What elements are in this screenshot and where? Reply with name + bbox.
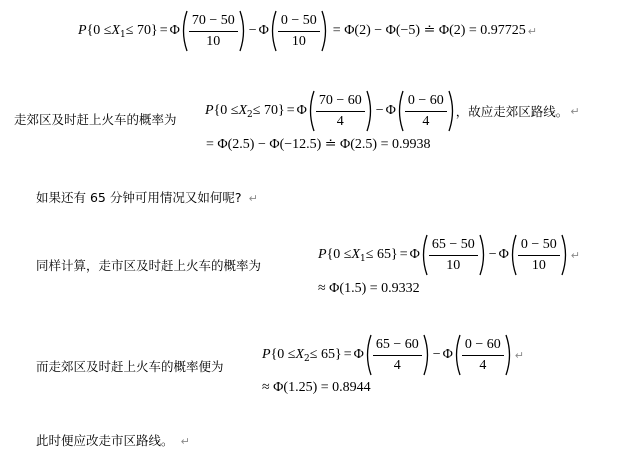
phi-symbol: Φ <box>353 347 364 362</box>
left-paren <box>307 90 315 132</box>
left-paren <box>269 10 277 52</box>
fraction-denominator: 4 <box>479 357 487 373</box>
condition-right: ≤ 65 <box>309 347 335 362</box>
fraction-numerator: 0 − 50 <box>280 12 317 28</box>
right-paren <box>479 234 487 276</box>
left-brace: { <box>270 347 278 362</box>
equation-4-lead-text: 而走郊区及时赶上火车的概率便为 <box>36 359 224 374</box>
right-paren <box>505 334 513 376</box>
right-paren <box>239 10 247 52</box>
fraction-numerator: 65 − 50 <box>431 236 475 252</box>
left-brace: { <box>86 23 94 38</box>
equation-2-result: = Φ(2.5) − Φ(−12.5) ≐ Φ(2.5) = 0.9938 <box>206 137 431 152</box>
equation-2 <box>205 90 580 132</box>
left-paren <box>364 334 372 376</box>
fraction-denominator: 4 <box>422 113 430 129</box>
paragraph-mark: ↵ <box>248 192 258 205</box>
equals-sign: = <box>159 23 168 38</box>
condition-left: 0 ≤ <box>333 247 352 262</box>
fraction-2 <box>462 337 504 374</box>
variable-subscript: 2 <box>247 110 253 120</box>
probability-symbol: P <box>78 23 87 38</box>
minus-sign: − <box>375 103 384 118</box>
equation-4 <box>262 334 524 376</box>
fraction-numerator: 70 − 60 <box>318 92 362 108</box>
paragraph-mark: ↵ <box>514 348 525 362</box>
phi-symbol: Φ <box>409 247 420 262</box>
left-brace: { <box>213 103 221 118</box>
variable-x: X <box>351 247 361 262</box>
condition-left: 0 ≤ <box>93 23 112 38</box>
fraction-2 <box>518 237 560 274</box>
fraction-denominator: 4 <box>336 113 344 129</box>
phi-symbol: Φ <box>442 347 453 362</box>
fraction-denominator: 10 <box>206 33 221 49</box>
right-paren <box>561 234 569 276</box>
question-text: 如果还有 65 分钟可用情况又如何呢? <box>36 190 242 205</box>
right-brace: } <box>334 347 342 362</box>
variable-subscript: 1 <box>120 30 126 40</box>
condition-right: ≤ 65 <box>365 247 391 262</box>
fraction-denominator: 10 <box>291 33 306 49</box>
variable-x: X <box>295 347 305 362</box>
fraction-1 <box>316 93 365 130</box>
left-paren <box>453 334 461 376</box>
equals-sign: = <box>343 347 352 362</box>
minus-sign: − <box>432 347 441 362</box>
condition-right: ≤ 70 <box>252 103 278 118</box>
equation-result: = Φ(2) − Φ(−5) ≐ Φ(2) = 0.97725 <box>332 23 526 38</box>
right-brace: } <box>150 23 158 38</box>
fraction-2 <box>405 93 447 130</box>
fraction-denominator: 10 <box>446 257 461 273</box>
right-paren <box>423 334 431 376</box>
variable-x: X <box>238 103 248 118</box>
fraction-numerator: 0 − 60 <box>464 336 501 352</box>
paragraph-mark: ↵ <box>570 248 581 262</box>
variable-subscript: 1 <box>360 254 366 264</box>
fraction-numerator: 0 − 50 <box>520 236 557 252</box>
equation-3-lead-text: 同样计算，走市区及时赶上火车的概率为 <box>36 258 262 273</box>
phi-symbol: Φ <box>385 103 396 118</box>
equals-sign: = <box>399 247 408 262</box>
fraction-denominator: 4 <box>393 357 401 373</box>
variable-subscript: 2 <box>304 354 310 364</box>
minus-sign: − <box>488 247 497 262</box>
probability-symbol: P <box>318 247 327 262</box>
phi-symbol: Φ <box>296 103 307 118</box>
paragraph-mark: ↵ <box>527 24 538 38</box>
equation-4-result: ≈ Φ(1.25) = 0.8944 <box>262 380 371 395</box>
phi-symbol: Φ <box>498 247 509 262</box>
probability-symbol: P <box>262 347 271 362</box>
equation-2-lead-text: 走郊区及时赶上火车的概率为 <box>14 112 177 127</box>
right-paren <box>321 10 329 52</box>
variable-x: X <box>111 23 121 38</box>
minus-sign: − <box>248 23 257 38</box>
fraction-1 <box>429 237 478 274</box>
left-brace: { <box>326 247 334 262</box>
condition-left: 0 ≤ <box>277 347 296 362</box>
left-paren <box>396 90 404 132</box>
left-paren <box>509 234 517 276</box>
right-brace: } <box>390 247 398 262</box>
conclusion-text: 此时便应改走市区路线。 <box>36 433 174 448</box>
phi-symbol: Φ <box>169 23 180 38</box>
fraction-1 <box>373 337 422 374</box>
fraction-numerator: 65 − 60 <box>375 336 419 352</box>
conclusion-line <box>36 430 190 449</box>
fraction-1 <box>189 13 238 50</box>
equation-3 <box>318 234 580 276</box>
equation-2-trail-text: ，故应走郊区路线。 <box>455 104 569 119</box>
equation-1 <box>78 10 537 52</box>
fraction-denominator: 10 <box>531 257 546 273</box>
right-paren <box>366 90 374 132</box>
equation-3-result: ≈ Φ(1.5) = 0.9332 <box>318 281 420 296</box>
paragraph-mark: ↵ <box>570 104 580 118</box>
probability-symbol: P <box>205 103 214 118</box>
question-line <box>36 187 258 206</box>
equals-sign: = <box>286 103 295 118</box>
right-paren <box>448 90 456 132</box>
condition-right: ≤ 70 <box>125 23 151 38</box>
left-paren <box>180 10 188 52</box>
left-paren <box>420 234 428 276</box>
phi-symbol: Φ <box>258 23 269 38</box>
right-brace: } <box>277 103 285 118</box>
fraction-2 <box>278 13 320 50</box>
fraction-numerator: 70 − 50 <box>191 12 235 28</box>
fraction-numerator: 0 − 60 <box>407 92 444 108</box>
condition-left: 0 ≤ <box>220 103 239 118</box>
paragraph-mark: ↵ <box>180 435 190 448</box>
